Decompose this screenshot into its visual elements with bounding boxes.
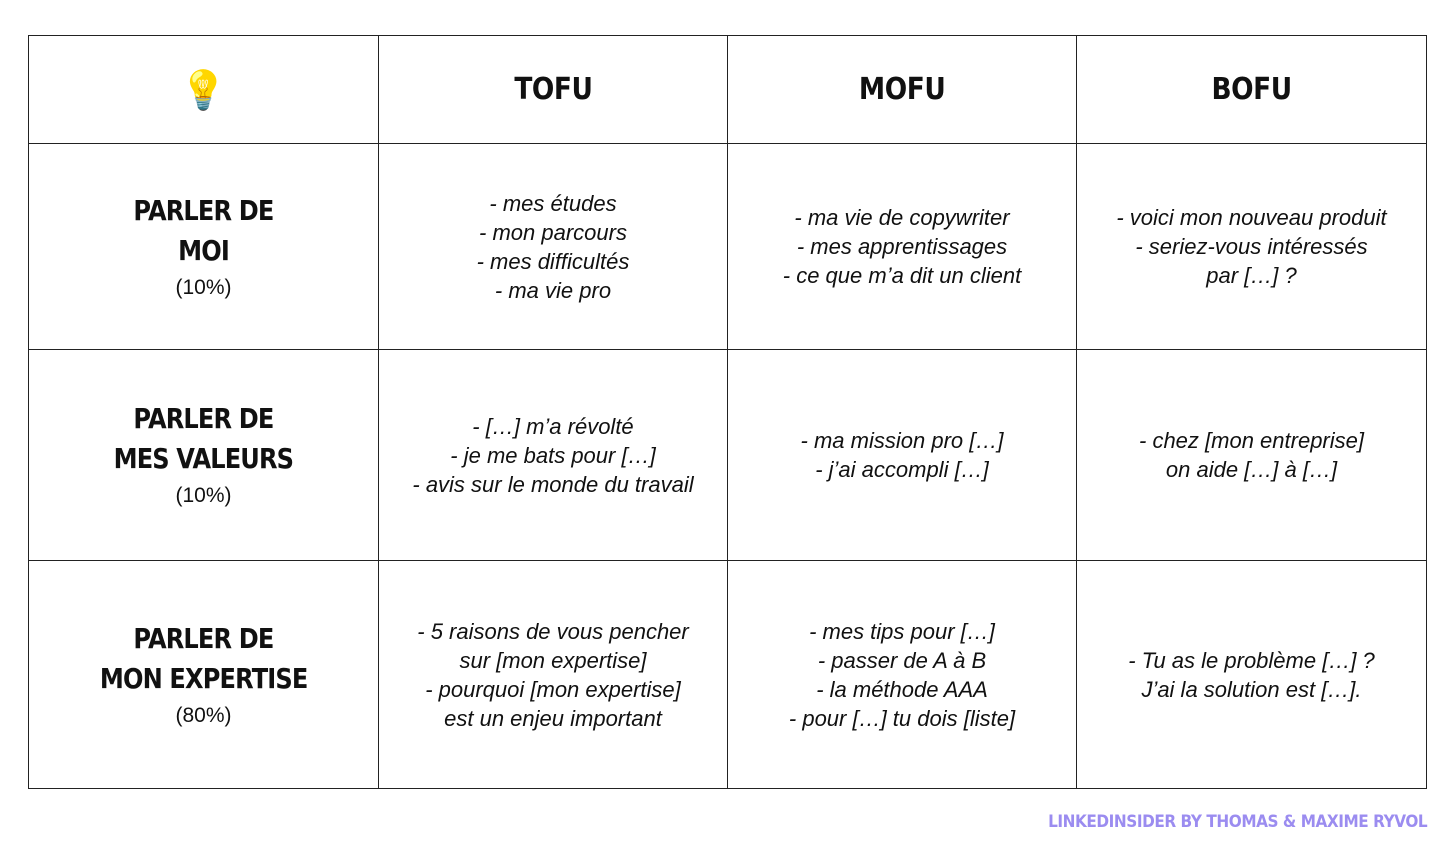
row-header-valeurs: [29, 350, 379, 561]
cell-moi-tofu: [379, 144, 728, 350]
column-header-bofu: [1077, 36, 1426, 144]
column-header-label: MOFU: [858, 72, 946, 107]
cell-valeurs-tofu: [379, 350, 728, 561]
cell-content: - chez [mon entreprise] on aide […] à […]: [1139, 428, 1364, 482]
column-header-label: BOFU: [1211, 72, 1292, 107]
cell-expertise-bofu: [1077, 561, 1426, 788]
column-header-tofu: [379, 36, 728, 144]
footer-credit: LINKEDINSIDER BY THOMAS & MAXIME RYVOL: [1047, 812, 1427, 832]
row-title-line2: MON EXPERTISE: [99, 661, 308, 695]
cell-content: - mes tips pour […] - passer de A à B - la méthode AAA - pour […] tu dois [liste]: [788, 618, 1016, 731]
cell-content: - ma mission pro […] - j’ai accompli […]: [800, 428, 1004, 482]
row-title-line2: MOI: [178, 233, 229, 267]
cell-expertise-tofu: [379, 561, 728, 788]
content-matrix-table: [28, 35, 1427, 789]
cell-content: - ma vie de copywriter - mes apprentissages - ce que m’a dit un client: [782, 205, 1022, 288]
cell-moi-mofu: [728, 144, 1077, 350]
lightbulb-icon: 💡: [179, 67, 228, 112]
cell-valeurs-bofu: [1077, 350, 1426, 561]
cell-content: - 5 raisons de vous pencher sur [mon expertise] - pourquoi [mon expertise] est un enjeu important: [417, 618, 689, 731]
cell-expertise-mofu: [728, 561, 1077, 788]
row-title-line1: PARLER DE: [133, 621, 274, 655]
row-percentage: (10%): [175, 484, 232, 507]
row-header-moi: [29, 144, 379, 350]
column-header-label: TOFU: [513, 72, 593, 107]
row-title-line1: PARLER DE: [133, 193, 274, 227]
corner-cell: [29, 36, 379, 144]
cell-valeurs-mofu: [728, 350, 1077, 561]
row-percentage: (10%): [175, 275, 232, 299]
row-title-line1: PARLER DE: [133, 402, 274, 435]
cell-content: - voici mon nouveau produit - seriez-vous intéressés par […] ?: [1116, 205, 1387, 288]
row-header-expertise: [29, 561, 379, 788]
cell-content: - mes études - mon parcours - mes difficultés - ma vie pro: [476, 190, 630, 303]
cell-content: - Tu as le problème […] ? J’ai la solution est […].: [1128, 647, 1375, 702]
row-title-line2: MES VALEURS: [113, 442, 294, 475]
column-header-mofu: [728, 36, 1077, 144]
cell-moi-bofu: [1077, 144, 1426, 350]
row-percentage: (80%): [175, 703, 232, 727]
cell-content: - […] m’a révolté - je me bats pour […] - avis sur le monde du travail: [412, 413, 694, 497]
